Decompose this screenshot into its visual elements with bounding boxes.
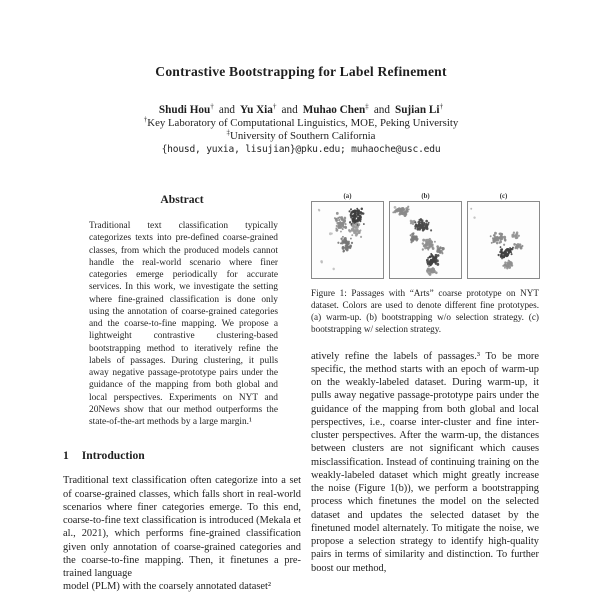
figure-1 [311, 193, 539, 336]
panel-a-label: (a) [343, 193, 352, 200]
section-title: Introduction [81, 449, 145, 463]
paper-header [63, 64, 539, 155]
affiliation-1-mark: † [143, 115, 148, 124]
author-4: Sujian Li† [394, 102, 444, 116]
author-2: Yu Xia† [240, 102, 277, 116]
abstract-heading: Abstract [160, 193, 204, 206]
author-2-mark: † [272, 102, 277, 111]
scatter-plot-c [467, 201, 540, 279]
clipped-bottom-line: model (PLM) with the coarsely annotated dataset² [63, 581, 271, 593]
author-1: Shudi Hou† [158, 102, 214, 116]
email-line: {housd, yuxia, lisujian}@pku.edu; muhaoche@usc.edu [161, 144, 441, 155]
section-number: 1 [63, 449, 69, 463]
left-column [63, 193, 301, 594]
author-1-mark: † [210, 102, 214, 111]
paper-title: Contrastive Bootstrapping for Label Refinement [155, 64, 447, 79]
figure-panel-a [311, 193, 384, 279]
introduction-paragraph: Traditional text classification often categorize into a set of coarse-grained classes, which falls short in real-world scenarios where finer categories emerge. To this end, coarse-to-fine text classification is introduced (Mekala et al., 2021), which performs fine-grained classification given only annotation of coarse-grained categories and the coarse-to-fine mapping. Then, it finetunes a pre-trained language [63, 475, 301, 579]
scatter-plot-b [389, 201, 462, 279]
panel-c-label: (c) [499, 193, 508, 200]
right-column [311, 193, 539, 594]
panel-b-label: (b) [421, 193, 430, 200]
two-column-body [63, 193, 539, 594]
author-4-mark: † [439, 102, 444, 111]
author-separator: and [218, 104, 236, 116]
section-heading-introduction [63, 449, 301, 462]
figure-panel-c [467, 193, 540, 279]
right-column-paragraph: atively refine the labels of passages.³ To be more specific, the method starts with an epoch of warm-up on the weakly-labeled dataset. During warm-up, it pulls away negative passage-prototype pairs under the guidance of the mapping from both global and local perspectives, i.e., coarse inter-cluster and fine inter-cluster perspectives. After the warm-up, the distances between clusters are not significant which causes misclassification. Instead of continuing training on the weakly-labeled dataset which might greatly increase the noise (Figure 1(b)), we perform a bootstrapping process which finetunes the model on the selected dataset and updates the selected dataset by the finetuned model alternately. To mitigate the noise, we propose a selection strategy to identify high-quality pairs in terms of similarity and distinction. To further boost our method, [311, 350, 539, 574]
figure-panel-b [389, 193, 462, 279]
author-3: Muhao Chen‡ [302, 102, 369, 116]
figure-1-panels [311, 193, 539, 279]
affiliation-2-mark: ‡ [226, 128, 231, 137]
scatter-plot-a [311, 201, 384, 279]
figure-1-caption: Figure 1: Passages with “Arts” coarse prototype on NYT dataset. Colors are used to denote different fine prototypes. (a) warm-up. (b) bootstrapping w/o selection strategy. (c) bootstrapping w/ selection strategy. [311, 288, 539, 334]
author-3-mark: ‡ [365, 102, 369, 111]
author-separator: and [373, 104, 390, 116]
author-separator: and [281, 104, 298, 116]
affiliation-2: ‡University of Southern California [226, 128, 376, 142]
author-line [63, 104, 539, 116]
abstract-text: Traditional text classification typically categorizes texts into pre-defined coarse-grained classes, from which the produced models cannot handle the real-world scenario where finer categories emerge periodically for accurate services. In this work, we investigate the setting where fine-grained classification is done only using the annotation of coarse-grained categories and the coarse-to-fine mapping. We propose a lightweight contrastive clustering-based bootstrapping method to iteratively refine the labels of passages. During clustering, it pulls away negative passage-prototype pairs under the guidance of the mapping from both global and local perspectives. Experiments on NYT and 20News show that our method outperforms the state-of-the-art methods by a large margin.¹ [89, 221, 278, 427]
affiliation-1: †Key Laboratory of Computational Linguistics, MOE, Peking University [143, 115, 459, 129]
